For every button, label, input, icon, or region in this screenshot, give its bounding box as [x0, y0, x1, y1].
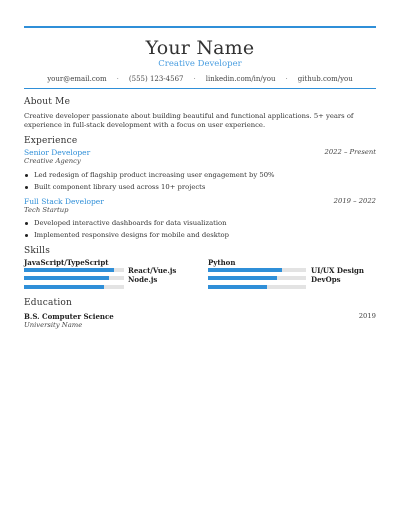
person-name: Your Name	[145, 37, 255, 59]
contact-email[interactable]: your@email.com	[47, 75, 107, 83]
job-bullet-text: Built component library used across 10+ projects	[34, 183, 206, 191]
skill-bar-fill	[24, 268, 114, 272]
edu-school: University Name	[24, 321, 83, 329]
job-dates: 2022 – Present	[324, 148, 376, 156]
skill-name: UI/UX Design	[311, 266, 365, 275]
job-bullet-text: Implemented responsive designs for mobile and desktop	[34, 231, 229, 239]
edu-degree: B.S. Computer Science	[24, 312, 114, 321]
contact-separator: ·	[193, 75, 196, 83]
skill-name: React/Vue.js	[128, 266, 177, 275]
bullet-dot-icon	[25, 222, 28, 225]
edu-year: 2019	[358, 312, 376, 320]
contact-separator: ·	[116, 75, 119, 83]
skill-bar-fill	[208, 268, 282, 272]
job-title: Full Stack Developer	[24, 197, 104, 206]
contact-phone[interactable]: (555) 123-4567	[128, 75, 184, 83]
skill-bar-fill	[208, 285, 267, 289]
skill-bar	[208, 268, 306, 272]
resume-header	[24, 38, 376, 83]
header-divider	[24, 88, 376, 89]
section-title-about: About Me	[24, 97, 71, 107]
skill-bar	[208, 285, 306, 289]
section-title-education: Education	[24, 298, 73, 308]
top-divider	[24, 26, 376, 28]
skill-name: Python	[208, 258, 236, 267]
bullet-dot-icon	[25, 186, 28, 189]
person-role: Creative Developer	[158, 59, 242, 69]
job-bullet	[24, 219, 227, 227]
skill-name: Node.js	[128, 275, 158, 284]
section-title-experience: Experience	[24, 136, 78, 146]
job-dates: 2019 – 2022	[333, 197, 376, 205]
job-bullet	[24, 171, 275, 179]
skill-bar-fill	[208, 276, 277, 280]
skill-bar	[24, 268, 124, 272]
job-bullet-text: Developed interactive dashboards for data visualization	[34, 219, 227, 227]
job-bullet	[24, 183, 205, 191]
skill-name: DevOps	[311, 275, 341, 284]
skill-bar	[24, 285, 124, 289]
contact-line	[24, 75, 376, 83]
job-bullet	[24, 231, 229, 239]
about-text: Creative developer passionate about building beautiful and functional applications. 5+ years of experience in full-stack development with a focus on user experience.	[24, 112, 354, 129]
skill-bar	[208, 276, 306, 280]
skill-name: JavaScript/TypeScript	[24, 258, 109, 267]
job-bullet-text: Led redesign of flagship product increasing user engagement by 50%	[34, 171, 275, 179]
contact-separator: ·	[285, 75, 288, 83]
job-company: Tech Startup	[24, 206, 69, 214]
job-title: Senior Developer	[24, 148, 91, 157]
contact-github[interactable]: github.com/you	[297, 75, 353, 83]
section-title-skills: Skills	[24, 246, 51, 256]
bullet-dot-icon	[25, 174, 28, 177]
skill-bar	[24, 276, 124, 280]
contact-linkedin[interactable]: linkedin.com/in/you	[205, 75, 276, 83]
skill-bar-fill	[24, 276, 109, 280]
job-company: Creative Agency	[24, 157, 81, 165]
bullet-dot-icon	[25, 234, 28, 237]
skill-bar-fill	[24, 285, 104, 289]
